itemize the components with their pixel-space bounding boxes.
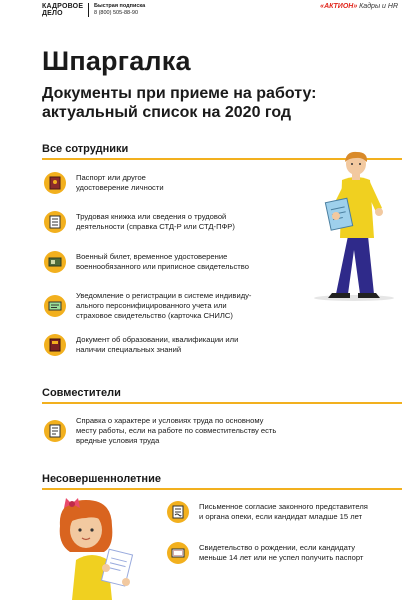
passport-icon	[44, 172, 66, 194]
aktion-logo: «АКТИОН» Кадры и HR	[320, 3, 398, 10]
section-divider	[42, 488, 402, 490]
list-item: Справка о характере и условиях труда по основному месту работы, если на работе по совместительству есть вредные условия труда	[44, 416, 276, 446]
page-header	[0, 0, 420, 24]
section-title-all: Все сотрудники	[42, 143, 129, 155]
list-item: Паспорт или другое удостоверение личности	[44, 172, 164, 194]
section-divider	[42, 402, 402, 404]
header-divider	[88, 3, 89, 17]
list-item: Свидетельство о рождении, если кандидату меньше 14 лет или не успел получить паспорт	[167, 542, 363, 564]
list-item: Военный билет, временное удостоверение военнообязанного или приписное свидетельство	[44, 251, 249, 273]
subscription-info: Быстрая подписка 8 (800) 505-88-90	[94, 3, 146, 16]
man-illustration	[296, 150, 400, 302]
page-title: Шпаргалка	[42, 46, 191, 76]
page-subtitle: Документы при приеме на работу: актуальный список на 2020 год	[42, 85, 317, 121]
girl-illustration	[46, 496, 150, 600]
work-book-icon	[44, 211, 66, 233]
consent-icon	[167, 501, 189, 523]
military-id-icon	[44, 251, 66, 273]
snils-card-icon	[44, 295, 66, 317]
certificate-icon	[44, 420, 66, 442]
birth-certificate-icon	[167, 542, 189, 564]
diploma-icon	[44, 334, 66, 356]
section-title-part-time: Совместители	[42, 387, 121, 399]
list-item: Письменное согласие законного представителя и органа опеки, если кандидат младше 15 лет	[167, 501, 368, 523]
list-item: Документ об образовании, квалификации или наличии специальных знаний	[44, 334, 238, 356]
list-item: Уведомление о регистрации в системе индивиду- ального персонифицированного учета или страховое свидетельство (карточка СНИЛС)	[44, 291, 251, 321]
brand-logo: КАДРОВОЕ ДЕЛО	[42, 3, 84, 17]
list-item: Трудовая книжка или сведения о трудовой деятельности (справка СТД-Р или СТД-ПФР)	[44, 211, 235, 233]
section-title-minors: Несовершеннолетние	[42, 473, 161, 485]
